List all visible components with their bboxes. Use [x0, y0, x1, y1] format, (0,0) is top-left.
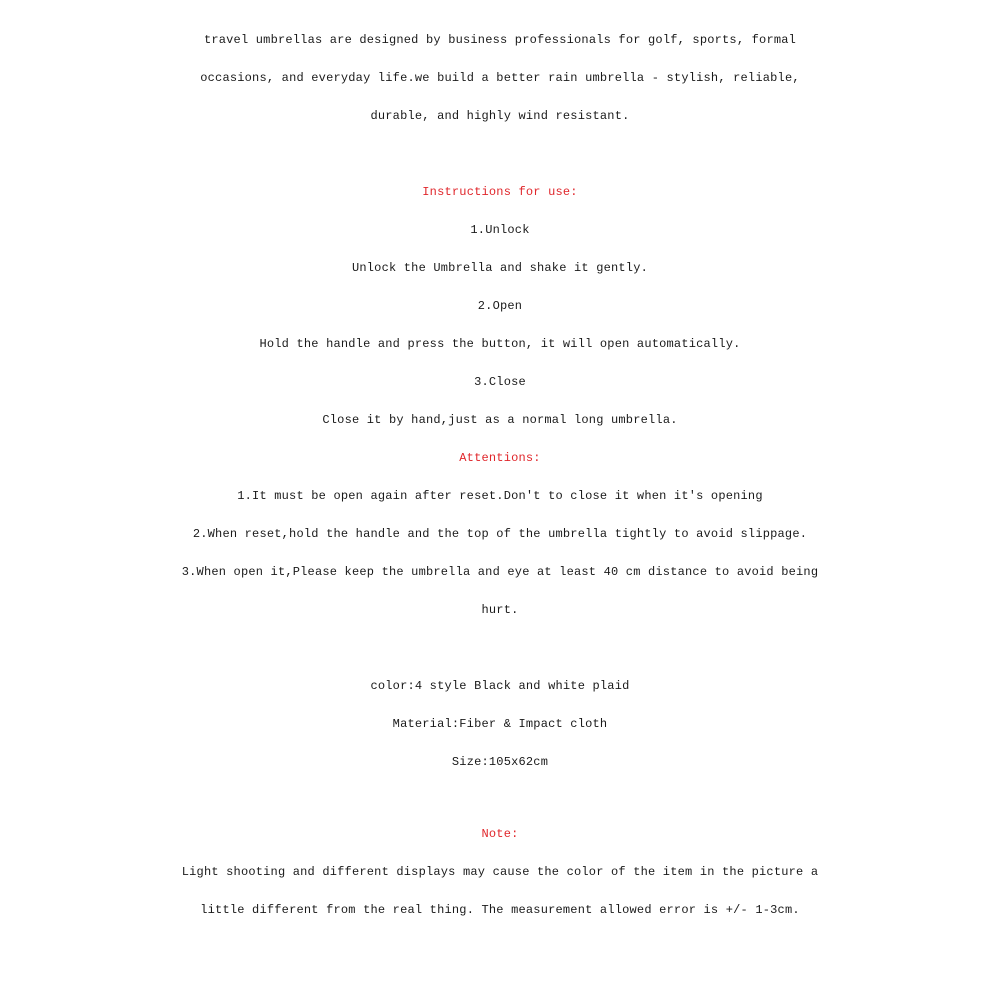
- attention-item-2: 2.When reset,hold the handle and the top of the umbrella tightly to avoid slippage.: [192, 527, 808, 541]
- step-2-title: 2.Open: [477, 299, 523, 313]
- note-heading: Note:: [481, 827, 519, 841]
- attentions-heading: Attentions:: [459, 451, 541, 465]
- intro-line-3: durable, and highly wind resistant.: [370, 109, 630, 123]
- intro-line-2: occasions, and everyday life.we build a better rain umbrella - stylish, reliable,: [200, 71, 800, 85]
- attention-item-3: 3.When open it,Please keep the umbrella and eye at least 40 cm distance to avoid being: [181, 565, 819, 579]
- intro-line-1: travel umbrellas are designed by business professionals for golf, sports, formal: [203, 33, 797, 47]
- step-3-title: 3.Close: [474, 375, 526, 389]
- step-2-text: Hold the handle and press the button, it will open automatically.: [259, 337, 741, 351]
- note-line-2: little different from the real thing. The measurement allowed error is +/- 1-3cm.: [200, 903, 800, 917]
- instructions-heading: Instructions for use:: [422, 185, 578, 199]
- attention-item-3-continued: hurt.: [481, 603, 519, 617]
- spec-color: color:4 style Black and white plaid: [370, 679, 630, 693]
- step-1-title: 1.Unlock: [470, 223, 530, 237]
- attention-item-1: 1.It must be open again after reset.Don't to close it when it's opening: [237, 489, 763, 503]
- spec-material: Material:Fiber & Impact cloth: [392, 717, 608, 731]
- step-3-text: Close it by hand,just as a normal long umbrella.: [322, 413, 678, 427]
- step-1-text: Unlock the Umbrella and shake it gently.: [351, 261, 649, 275]
- note-line-1: Light shooting and different displays may cause the color of the item in the picture a: [181, 865, 819, 879]
- spec-size: Size:105x62cm: [451, 755, 549, 769]
